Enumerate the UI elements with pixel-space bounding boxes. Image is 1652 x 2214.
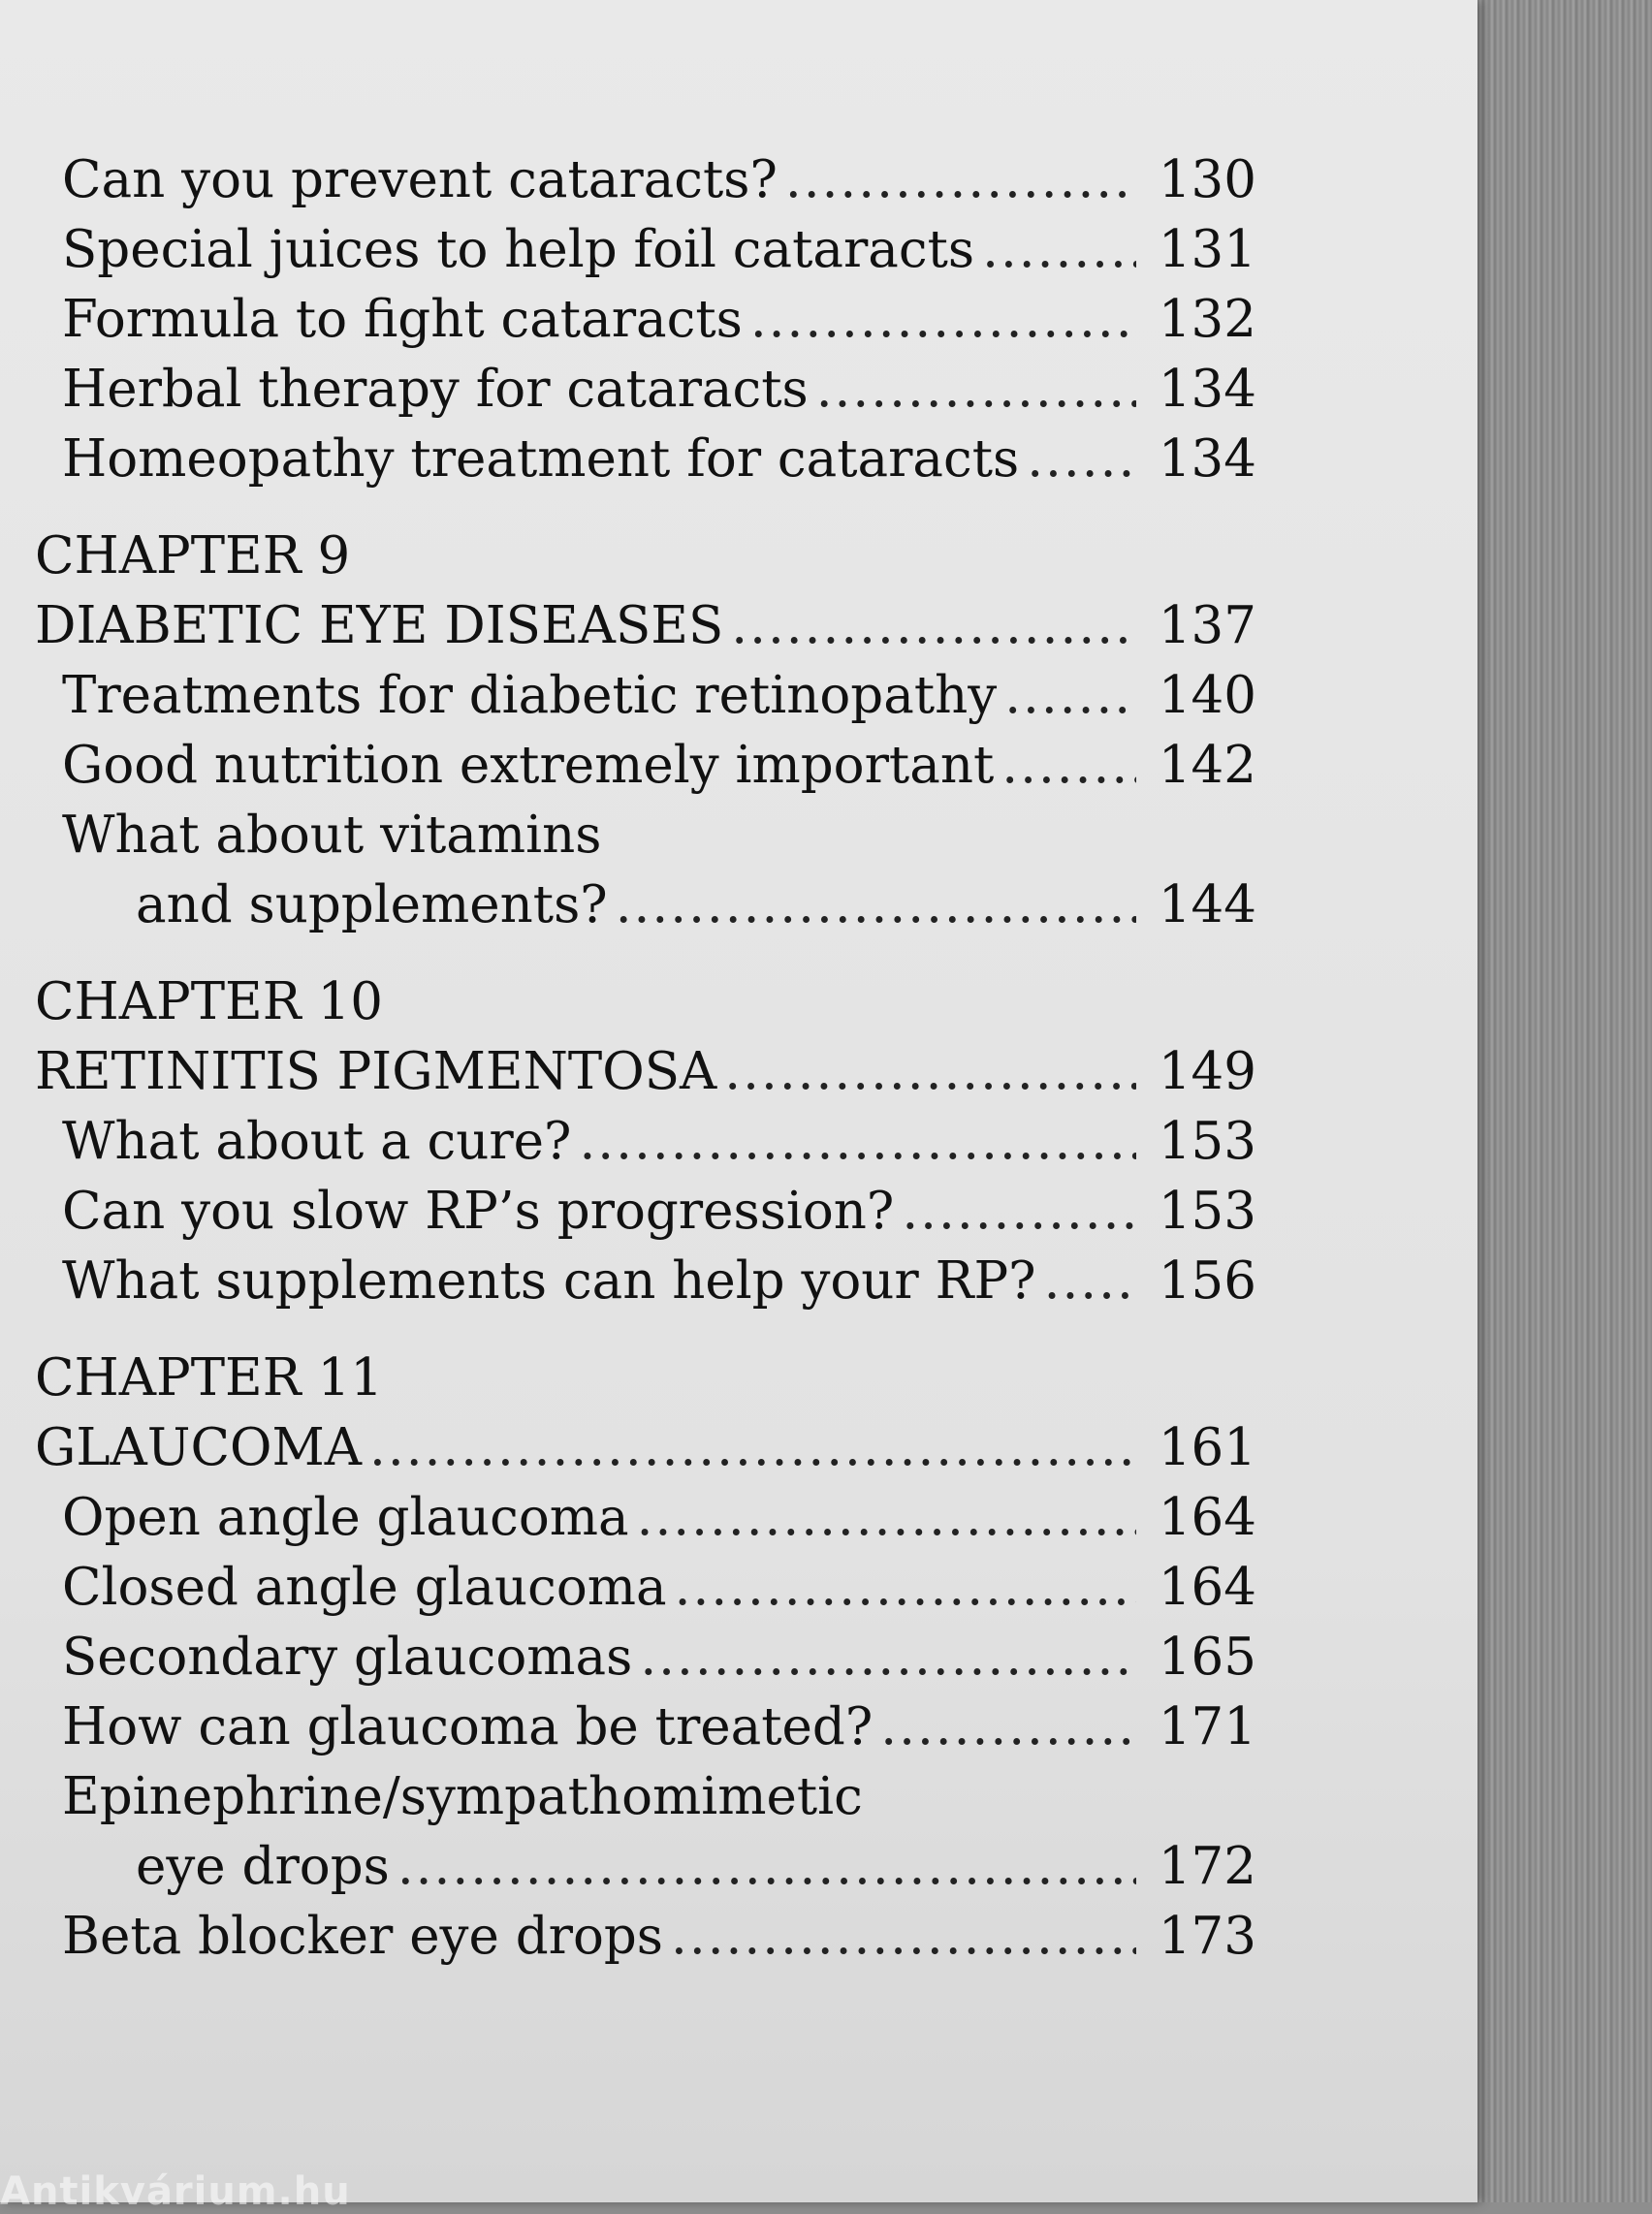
entry-title: Special juices to help foil cataracts [62, 220, 975, 279]
toc-entry [35, 731, 1256, 801]
chapter-label: CHAPTER 10 [35, 972, 383, 1031]
entry-title: Beta blocker eye drops [62, 1907, 664, 1966]
dot-leader [397, 1832, 1136, 1902]
page-number: 134 [1158, 360, 1256, 419]
entry-title: and supplements? [136, 875, 608, 934]
page-number: 137 [1158, 596, 1256, 655]
book-binding-edge [1472, 0, 1652, 2202]
entry-title: What about vitamins [62, 806, 602, 865]
toc-entry [35, 1247, 1256, 1316]
page-number: 130 [1158, 150, 1256, 209]
entry-title: eye drops [136, 1837, 390, 1896]
page-number: 149 [1158, 1042, 1256, 1101]
toc-entry [35, 1107, 1256, 1177]
page-number: 172 [1158, 1837, 1256, 1896]
dot-leader [1004, 661, 1136, 731]
entry-title: Open angle glaucoma [62, 1488, 629, 1547]
page-number: 165 [1158, 1628, 1256, 1687]
page-number: 161 [1158, 1418, 1256, 1477]
dot-leader [902, 1177, 1136, 1247]
page-number: 131 [1158, 220, 1256, 279]
entry-title: DIABETIC EYE DISEASES [35, 596, 724, 655]
toc-entry [35, 801, 1256, 870]
dot-leader [785, 145, 1136, 215]
dot-leader [982, 215, 1136, 285]
page-number: 156 [1158, 1251, 1256, 1311]
page-number: 164 [1158, 1558, 1256, 1617]
page-number: 153 [1158, 1182, 1256, 1241]
table-of-contents [35, 145, 1256, 1972]
toc-entry [35, 215, 1256, 285]
section-gap [35, 494, 1256, 522]
chapter-title-row [35, 1413, 1256, 1483]
toc-entry [35, 425, 1256, 494]
page-number: 164 [1158, 1488, 1256, 1547]
page-number: 140 [1158, 666, 1256, 725]
toc-entry [35, 1832, 1256, 1902]
toc-entry [35, 1902, 1256, 1972]
page-number: 132 [1158, 290, 1256, 349]
dot-leader [671, 1902, 1136, 1972]
chapter-title-row [35, 591, 1256, 661]
dot-leader [750, 285, 1136, 355]
section-gap [35, 940, 1256, 967]
dot-leader [880, 1692, 1136, 1762]
dot-leader [369, 1413, 1136, 1483]
entry-title: Herbal therapy for cataracts [62, 360, 809, 419]
page-number: 144 [1158, 875, 1256, 934]
entry-title: Can you slow RP’s progression? [62, 1182, 895, 1241]
section-gap [35, 1316, 1256, 1344]
toc-entry [35, 1553, 1256, 1623]
entry-title: Homeopathy treatment for cataracts [62, 429, 1020, 489]
entry-title: Closed angle glaucoma [62, 1558, 667, 1617]
page-number: 171 [1158, 1697, 1256, 1756]
entry-title: Can you prevent cataracts? [62, 150, 778, 209]
page-number: 134 [1158, 429, 1256, 489]
entry-title: What about a cure? [62, 1112, 572, 1171]
toc-entry [35, 1483, 1256, 1553]
dot-leader [616, 870, 1136, 940]
dot-leader [675, 1553, 1136, 1623]
entry-title: Treatments for diabetic retinopathy [62, 666, 998, 725]
entry-title: Epinephrine/sympathomimetic [62, 1767, 863, 1826]
entry-title: GLAUCOMA [35, 1418, 363, 1477]
entry-title: Secondary glaucomas [62, 1628, 633, 1687]
dot-leader [1027, 425, 1136, 494]
toc-entry [35, 870, 1256, 940]
entry-title: Good nutrition extremely important [62, 736, 995, 795]
dot-leader [579, 1107, 1136, 1177]
toc-entry [35, 285, 1256, 355]
page-number: 142 [1158, 736, 1256, 795]
chapter-label: CHAPTER 11 [35, 1348, 383, 1407]
entry-title: What supplements can help your RP? [62, 1251, 1036, 1311]
chapter-title-row [35, 1037, 1256, 1107]
toc-entry [35, 355, 1256, 425]
dot-leader [1044, 1247, 1136, 1316]
dot-leader [1001, 731, 1136, 801]
toc-entry [35, 1177, 1256, 1247]
page-number: 173 [1158, 1907, 1256, 1966]
dot-leader [637, 1483, 1136, 1553]
watermark: Antikvárium.hu [0, 2169, 351, 2214]
chapter-label: CHAPTER 9 [35, 526, 351, 585]
dot-leader [731, 591, 1136, 661]
dot-leader [724, 1037, 1136, 1107]
entry-title: How can glaucoma be treated? [62, 1697, 874, 1756]
toc-entry [35, 1692, 1256, 1762]
toc-entry [35, 1762, 1256, 1832]
toc-entry [35, 1623, 1256, 1692]
entry-title: RETINITIS PIGMENTOSA [35, 1042, 717, 1101]
dot-leader [816, 355, 1136, 425]
entry-title: Formula to fight cataracts [62, 290, 743, 349]
toc-entry [35, 661, 1256, 731]
page-number: 153 [1158, 1112, 1256, 1171]
toc-entry [35, 145, 1256, 215]
dot-leader [640, 1623, 1136, 1692]
